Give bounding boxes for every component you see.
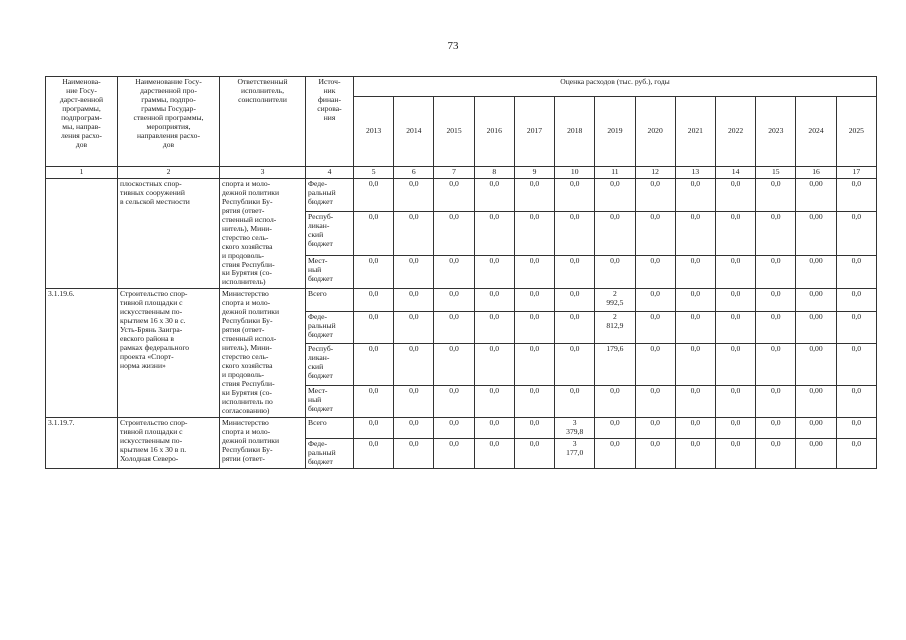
value-cell	[756, 212, 796, 256]
header-source: Источ- ник финан- сирова- ния	[306, 77, 354, 167]
value-cell	[434, 385, 474, 417]
value-cell	[675, 385, 715, 417]
value-text: 0,0	[529, 178, 540, 188]
value-text: 0,0	[489, 255, 500, 265]
value-cell	[474, 438, 514, 468]
value-cell	[635, 343, 675, 385]
page-number: 73	[447, 40, 459, 52]
value-cell	[836, 212, 876, 256]
column-number: 11	[595, 167, 635, 179]
value-text: 0,0	[650, 343, 660, 353]
value-text: 0,0	[489, 385, 500, 395]
value-text: 3 177,0	[566, 438, 584, 457]
column-number: 15	[756, 167, 796, 179]
program-code-cell: 3.1.19.7.	[46, 417, 118, 468]
column-number: 3	[220, 167, 306, 179]
value-text: 0,0	[610, 385, 620, 395]
value-text: 0,0	[650, 178, 660, 188]
value-cell	[715, 417, 755, 438]
value-text: 2 812,9	[606, 311, 624, 330]
value-text: 0,0	[690, 311, 701, 321]
value-text: 0,0	[610, 212, 620, 222]
executor-cell: Министерство спорта и моло- дежной политики Республики Бу- рятия (ответ- ственный испол- нитель), Мини- стерство сель- ского хозяйства и продоволь- ствия Республи- ки Бурятия (со- исполнитель по согласованию)	[220, 289, 306, 417]
value-text: 0,0	[529, 343, 540, 353]
value-text: 2 992,5	[606, 289, 624, 308]
value-text: 0,0	[610, 178, 620, 188]
value-text: 0,0	[368, 289, 379, 299]
value-text: 0,0	[489, 343, 500, 353]
value-cell	[514, 417, 554, 438]
value-cell	[836, 385, 876, 417]
year-header: 2024	[796, 97, 836, 167]
value-cell	[635, 178, 675, 211]
value-text: 0,0	[851, 385, 862, 395]
value-text: 0,0	[771, 385, 781, 395]
value-text: 0,0	[650, 212, 660, 222]
value-cell	[635, 385, 675, 417]
value-cell	[675, 438, 715, 468]
value-text: 0,0	[650, 311, 660, 321]
value-cell	[354, 311, 394, 343]
value-cell	[595, 417, 635, 438]
value-cell	[354, 438, 394, 468]
value-cell	[675, 417, 715, 438]
funding-source-cell: Феде- ральный бюджет	[306, 178, 354, 211]
value-text: 0,0	[409, 417, 419, 427]
value-cell	[555, 178, 595, 211]
value-cell	[756, 289, 796, 311]
value-cell	[434, 178, 474, 211]
value-cell	[354, 417, 394, 438]
value-cell	[675, 255, 715, 288]
value-text: 0,0	[529, 212, 540, 222]
value-cell	[595, 311, 635, 343]
value-cell	[635, 212, 675, 256]
value-cell	[394, 417, 434, 438]
value-text: 0,0	[449, 255, 459, 265]
value-cell	[675, 289, 715, 311]
value-text: 0,0	[690, 417, 701, 427]
value-cell	[394, 385, 434, 417]
column-number: 17	[836, 167, 876, 179]
value-cell	[474, 212, 514, 256]
value-cell	[796, 255, 836, 288]
table-row	[46, 178, 877, 211]
value-text: 0,0	[489, 311, 500, 321]
value-cell	[836, 417, 876, 438]
value-cell	[434, 438, 474, 468]
value-cell	[756, 178, 796, 211]
value-text: 0,0	[730, 255, 741, 265]
value-cell	[715, 385, 755, 417]
value-cell	[555, 417, 595, 438]
column-number: 7	[434, 167, 474, 179]
value-cell	[474, 178, 514, 211]
funding-source-cell: Всего	[306, 417, 354, 438]
value-cell	[595, 255, 635, 288]
value-cell	[354, 178, 394, 211]
header-estimate: Оценка расходов (тыс. руб.), годы	[354, 77, 877, 97]
value-text: 0,0	[449, 438, 459, 448]
value-text: 0,0	[851, 417, 862, 427]
value-text: 0,0	[730, 343, 741, 353]
value-cell	[434, 289, 474, 311]
value-cell	[555, 212, 595, 256]
value-cell	[595, 178, 635, 211]
funding-source-cell: Мест- ный бюджет	[306, 255, 354, 288]
value-text: 0,0	[569, 385, 580, 395]
value-text: 0,0	[690, 212, 701, 222]
value-text: 0,0	[690, 438, 701, 448]
funding-source-cell: Мест- ный бюджет	[306, 385, 354, 417]
value-cell	[514, 311, 554, 343]
value-cell	[836, 289, 876, 311]
value-text: 0,0	[851, 343, 862, 353]
value-cell	[675, 311, 715, 343]
value-text: 0,0	[449, 289, 459, 299]
value-cell	[595, 438, 635, 468]
value-text: 0,0	[851, 178, 862, 188]
value-cell	[434, 417, 474, 438]
funding-source-cell: Респуб- ликан- ский бюджет	[306, 343, 354, 385]
value-cell	[796, 417, 836, 438]
value-cell	[796, 343, 836, 385]
value-cell	[555, 385, 595, 417]
value-text: 0,00	[809, 438, 823, 448]
year-header: 2018	[555, 97, 595, 167]
value-text: 0,0	[690, 343, 701, 353]
event-name-cell: Строительство спор- тивной площадки с искусственным по- крытием 16 х 30 в с. Усть-Брянь Заигра- евского района в рамках федерального проекта «Спорт- норма жизни»	[118, 289, 220, 417]
value-text: 0,0	[771, 212, 781, 222]
value-text: 0,0	[529, 289, 540, 299]
value-cell	[756, 311, 796, 343]
value-cell	[394, 178, 434, 211]
value-text: 0,0	[409, 178, 419, 188]
value-text: 0,0	[650, 289, 660, 299]
value-cell	[756, 343, 796, 385]
value-text: 0,0	[730, 311, 741, 321]
value-cell	[715, 438, 755, 468]
value-cell	[635, 255, 675, 288]
table-row	[46, 289, 877, 311]
value-cell	[354, 343, 394, 385]
value-cell	[555, 311, 595, 343]
year-header: 2023	[756, 97, 796, 167]
value-text: 0,0	[771, 289, 781, 299]
value-cell	[715, 178, 755, 211]
value-text: 0,0	[489, 212, 500, 222]
value-text: 0,0	[851, 212, 862, 222]
value-text: 0,0	[368, 255, 379, 265]
value-text: 0,0	[449, 311, 459, 321]
year-header: 2019	[595, 97, 635, 167]
value-cell	[796, 289, 836, 311]
value-cell	[715, 212, 755, 256]
value-cell	[635, 289, 675, 311]
value-text: 0,0	[650, 438, 660, 448]
value-text: 0,0	[449, 385, 459, 395]
value-text: 0,0	[610, 417, 620, 427]
value-text: 0,0	[730, 178, 741, 188]
event-name-cell: Строительство спор- тивной площадки с искусственным по- крытием 16 х 30 в п. Холодная Северо-	[118, 417, 220, 468]
value-cell	[595, 289, 635, 311]
value-cell	[514, 385, 554, 417]
value-cell	[715, 343, 755, 385]
program-code-cell	[46, 178, 118, 288]
value-text: 0,0	[690, 178, 701, 188]
value-cell	[836, 178, 876, 211]
value-text: 0,0	[650, 385, 660, 395]
value-cell	[756, 417, 796, 438]
value-text: 0,0	[690, 255, 701, 265]
value-text: 0,0	[409, 311, 419, 321]
value-cell	[354, 212, 394, 256]
value-text: 0,0	[529, 385, 540, 395]
value-cell	[595, 385, 635, 417]
value-cell	[715, 255, 755, 288]
funding-source-cell: Феде- ральный бюджет	[306, 311, 354, 343]
value-text: 0,0	[368, 212, 379, 222]
value-text: 0,0	[771, 343, 781, 353]
funding-source-cell: Феде- ральный бюджет	[306, 438, 354, 468]
value-cell	[796, 438, 836, 468]
value-text: 0,0	[851, 438, 862, 448]
value-cell	[474, 289, 514, 311]
value-text: 0,0	[489, 417, 500, 427]
value-text: 0,0	[690, 289, 701, 299]
value-text: 0,0	[409, 438, 419, 448]
value-cell	[555, 343, 595, 385]
funding-source-cell: Всего	[306, 289, 354, 311]
value-text: 0,00	[809, 255, 823, 265]
value-cell	[555, 438, 595, 468]
value-cell	[394, 311, 434, 343]
value-cell	[394, 212, 434, 256]
value-cell	[394, 255, 434, 288]
value-text: 0,00	[809, 212, 823, 222]
value-cell	[796, 311, 836, 343]
value-text: 0,0	[449, 343, 459, 353]
value-text: 0,0	[569, 178, 580, 188]
year-header: 2013	[354, 97, 394, 167]
event-name-cell: плоскостных спор- тивных сооружений в сельской местности	[118, 178, 220, 288]
column-number: 13	[675, 167, 715, 179]
value-cell	[595, 343, 635, 385]
value-cell	[514, 178, 554, 211]
value-text: 3 379,8	[566, 417, 584, 436]
value-cell	[715, 289, 755, 311]
year-header: 2016	[474, 97, 514, 167]
value-cell	[514, 438, 554, 468]
value-text: 0,0	[771, 255, 781, 265]
year-header: 2015	[434, 97, 474, 167]
budget-table	[45, 76, 877, 469]
executor-cell: Министерство спорта и моло- дежной политики Республики Бу- рятии (ответ-	[220, 417, 306, 468]
value-text: 0,0	[368, 385, 379, 395]
value-cell	[836, 255, 876, 288]
header-executor: Ответственный исполнитель, соисполнители	[220, 77, 306, 167]
year-header: 2025	[836, 97, 876, 167]
value-cell	[474, 255, 514, 288]
value-text: 0,0	[529, 417, 540, 427]
executor-cell: спорта и моло- дежной политики Республики Бу- рятия (ответ- ственный испол- нитель), Мини- стерство сель- ского хозяйства и продоволь- ствия Республи- ки Бурятия (со- исполнитель)	[220, 178, 306, 288]
year-header: 2020	[635, 97, 675, 167]
value-text: 0,0	[851, 289, 862, 299]
value-text: 0,0	[690, 385, 701, 395]
value-text: 0,0	[771, 417, 781, 427]
value-text: 0,0	[449, 417, 459, 427]
value-text: 0,0	[730, 438, 741, 448]
value-cell	[474, 311, 514, 343]
program-code-cell: 3.1.19.6.	[46, 289, 118, 417]
value-text: 0,0	[569, 212, 580, 222]
value-text: 0,00	[809, 343, 823, 353]
value-cell	[635, 417, 675, 438]
value-text: 0,0	[610, 438, 620, 448]
value-text: 0,0	[610, 255, 620, 265]
value-cell	[675, 212, 715, 256]
value-cell	[394, 289, 434, 311]
column-number: 6	[394, 167, 434, 179]
value-text: 0,0	[851, 255, 862, 265]
value-cell	[635, 438, 675, 468]
value-text: 0,0	[730, 289, 741, 299]
year-header: 2017	[514, 97, 554, 167]
column-number: 10	[555, 167, 595, 179]
value-text: 0,0	[569, 289, 580, 299]
value-cell	[796, 212, 836, 256]
value-text: 0,0	[409, 385, 419, 395]
value-cell	[675, 178, 715, 211]
value-cell	[756, 438, 796, 468]
value-cell	[474, 385, 514, 417]
value-cell	[836, 311, 876, 343]
value-cell	[756, 385, 796, 417]
value-text: 0,0	[851, 311, 862, 321]
value-cell	[836, 438, 876, 468]
column-number: 8	[474, 167, 514, 179]
value-text: 0,0	[409, 255, 419, 265]
year-header: 2021	[675, 97, 715, 167]
column-number: 1	[46, 167, 118, 179]
funding-source-cell: Респуб- ликан- ский бюджет	[306, 212, 354, 256]
column-number: 4	[306, 167, 354, 179]
value-text: 0,00	[809, 178, 823, 188]
column-number: 5	[354, 167, 394, 179]
value-cell	[354, 385, 394, 417]
value-cell	[394, 343, 434, 385]
value-cell	[474, 417, 514, 438]
value-cell	[434, 212, 474, 256]
value-text: 0,0	[730, 417, 741, 427]
value-text: 0,0	[529, 311, 540, 321]
value-text: 0,0	[771, 311, 781, 321]
value-text: 0,0	[368, 438, 379, 448]
value-cell	[555, 289, 595, 311]
value-text: 0,00	[809, 385, 823, 395]
header-program-name: Наименова- ние Госу- дарст-венной программы, подпрограм- мы, направ- ления расхо- дов	[46, 77, 118, 167]
value-cell	[514, 289, 554, 311]
value-cell	[514, 255, 554, 288]
value-text: 0,0	[771, 438, 781, 448]
value-text: 0,0	[529, 438, 540, 448]
value-text: 179,6	[606, 343, 624, 353]
column-number: 2	[118, 167, 220, 179]
column-number: 9	[514, 167, 554, 179]
value-text: 0,0	[409, 212, 419, 222]
value-cell	[635, 311, 675, 343]
value-text: 0,0	[569, 311, 580, 321]
value-cell	[595, 212, 635, 256]
value-text: 0,0	[771, 178, 781, 188]
value-cell	[474, 343, 514, 385]
value-cell	[354, 255, 394, 288]
value-cell	[514, 212, 554, 256]
value-cell	[555, 255, 595, 288]
value-text: 0,0	[368, 343, 379, 353]
value-text: 0,0	[368, 417, 379, 427]
value-text: 0,0	[569, 255, 580, 265]
value-text: 0,00	[809, 417, 823, 427]
value-text: 0,0	[409, 343, 419, 353]
value-text: 0,0	[489, 178, 500, 188]
value-text: 0,00	[809, 311, 823, 321]
value-text: 0,0	[650, 417, 660, 427]
value-text: 0,0	[489, 289, 500, 299]
value-text: 0,0	[368, 311, 379, 321]
column-number: 14	[715, 167, 755, 179]
column-number: 16	[796, 167, 836, 179]
value-cell	[675, 343, 715, 385]
value-cell	[796, 385, 836, 417]
value-cell	[514, 343, 554, 385]
header-event-name: Наименование Госу- дарственной про- граммы, подпро- граммы Государ- ственной программы, мероприятия, направления расхо- дов	[118, 77, 220, 167]
value-cell	[434, 255, 474, 288]
value-text: 0,0	[409, 289, 419, 299]
value-text: 0,0	[449, 212, 459, 222]
value-text: 0,0	[569, 343, 580, 353]
value-cell	[756, 255, 796, 288]
table-row	[46, 417, 877, 438]
value-text: 0,0	[489, 438, 500, 448]
value-cell	[796, 178, 836, 211]
value-cell	[434, 343, 474, 385]
year-header: 2022	[715, 97, 755, 167]
value-text: 0,0	[730, 385, 741, 395]
value-text: 0,0	[650, 255, 660, 265]
value-cell	[354, 289, 394, 311]
column-number: 12	[635, 167, 675, 179]
value-text: 0,0	[449, 178, 459, 188]
year-header: 2014	[394, 97, 434, 167]
value-cell	[434, 311, 474, 343]
value-text: 0,0	[368, 178, 379, 188]
value-cell	[836, 343, 876, 385]
value-text: 0,00	[809, 289, 823, 299]
value-cell	[715, 311, 755, 343]
value-text: 0,0	[529, 255, 540, 265]
value-text: 0,0	[730, 212, 741, 222]
value-cell	[394, 438, 434, 468]
